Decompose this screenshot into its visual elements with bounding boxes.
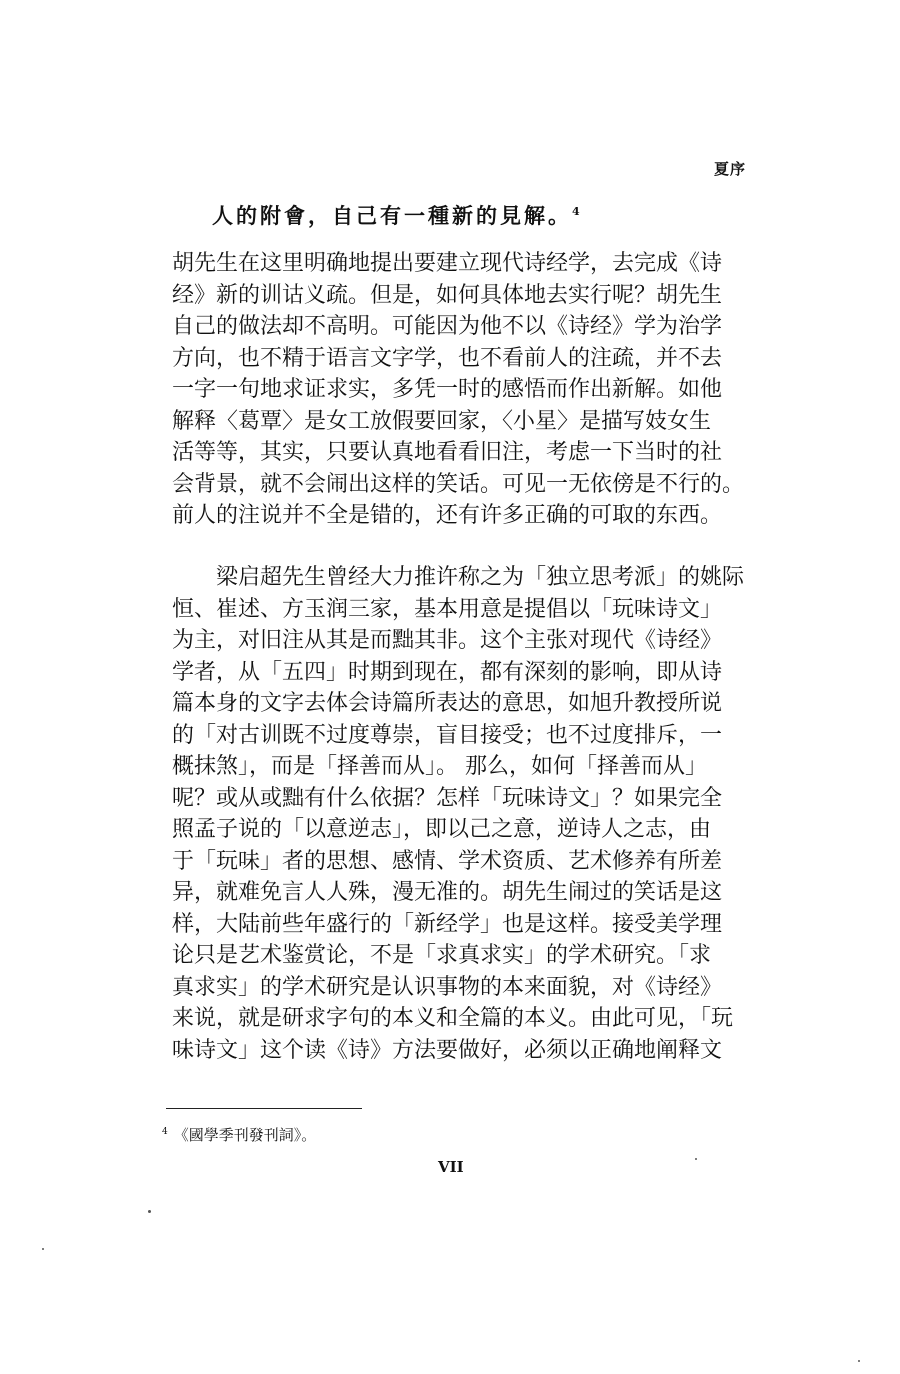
footnote-reference: 4 bbox=[572, 205, 583, 218]
text-line: 会背景，就不会闹出这样的笑话。可见一无依傍是不行的。 bbox=[172, 471, 745, 497]
text-line: 为主，对旧注从其是而黜其非。这个主张对现代《诗经》 bbox=[172, 628, 723, 653]
footnote-text: 《國學季刊發刊詞》。 bbox=[173, 1126, 317, 1144]
text-line: 胡先生在这里明确地提出要建立现代诗经学，去完成《诗 bbox=[172, 251, 723, 276]
text-line: 前人的注说并不全是错的，还有许多正确的可取的东西。 bbox=[172, 503, 723, 528]
text-line: 活等等，其实，只要认真地看看旧注，考虑一下当时的社 bbox=[172, 440, 723, 465]
scan-speck bbox=[858, 1360, 860, 1362]
text-line: 样，大陆前些年盛行的「新经学」也是这样。接受美学理 bbox=[172, 911, 723, 937]
text-line: 来说，就是研求字句的本义和全篇的本义。由此可见，「玩 bbox=[172, 1006, 734, 1031]
text-line: 异，就难免言人人殊，漫无准的。胡先生闹过的笑话是这 bbox=[172, 880, 723, 905]
text-line: 经》新的训诂义疏。但是，如何具体地去实行呢？胡先生 bbox=[172, 282, 723, 308]
paragraph-2 bbox=[172, 562, 752, 1066]
footnote-divider bbox=[166, 1108, 362, 1109]
text-line: 一字一句地求证求实，多凭一时的感悟而作出新解。如他 bbox=[172, 377, 723, 402]
scan-speck bbox=[695, 1158, 697, 1160]
page-number: VII bbox=[438, 1158, 464, 1176]
text-line: 呢？或从或黜有什么依据？怎样「玩味诗文」？如果完全 bbox=[172, 785, 723, 811]
text-line: 的「对古训既不过度尊崇，盲目接受；也不过度排斥，一 bbox=[172, 722, 723, 748]
scan-speck bbox=[42, 1248, 44, 1250]
text-line: 于「玩味」者的思想、感情、学术资质、艺术修养有所差 bbox=[172, 848, 723, 874]
quoted-sentence bbox=[212, 200, 583, 230]
running-header: 夏序 bbox=[714, 160, 747, 178]
footnote-mark: 4 bbox=[162, 1127, 168, 1137]
text-line: 方向，也不精于语言文字学，也不看前人的注疏，并不去 bbox=[172, 345, 723, 371]
quoted-sentence-text: 人的附會，自己有一種新的見解。 bbox=[212, 203, 572, 228]
text-line: 自己的做法却不高明。可能因为他不以《诗经》学为治学 bbox=[172, 314, 723, 339]
text-line: 篇本身的文字去体会诗篇所表达的意思，如旭升教授所说 bbox=[172, 691, 723, 716]
text-line: 真求实」的学术研究是认识事物的本来面貌，对《诗经》 bbox=[172, 974, 723, 1000]
text-line: 照孟子说的「以意逆志」，即以己之意，逆诗人之志，由 bbox=[172, 817, 712, 842]
text-line: 论只是艺术鉴赏论，不是「求真求实」的学术研究。「求 bbox=[172, 943, 712, 968]
text-line: 概抹煞」，而是「择善而从」。 那么，如何「择善而从」 bbox=[172, 754, 707, 779]
text-line: 恒、崔述、方玉润三家，基本用意是提倡以「玩味诗文」 bbox=[172, 596, 723, 622]
text-line: 味诗文」这个读《诗》方法要做好，必须以正确地阐释文 bbox=[172, 1037, 723, 1063]
text-line: 梁启超先生曾经大力推许称之为「独立思考派」的姚际 bbox=[216, 565, 745, 590]
text-line: 解释〈葛覃〉是女工放假要回家，〈小星〉是描写妓女生 bbox=[172, 408, 712, 434]
text-line: 学者，从「五四」时期到现在，都有深刻的影响，即从诗 bbox=[172, 659, 723, 685]
paragraph-1 bbox=[172, 248, 752, 532]
footnote bbox=[162, 1124, 316, 1145]
scan-speck bbox=[148, 1210, 151, 1213]
